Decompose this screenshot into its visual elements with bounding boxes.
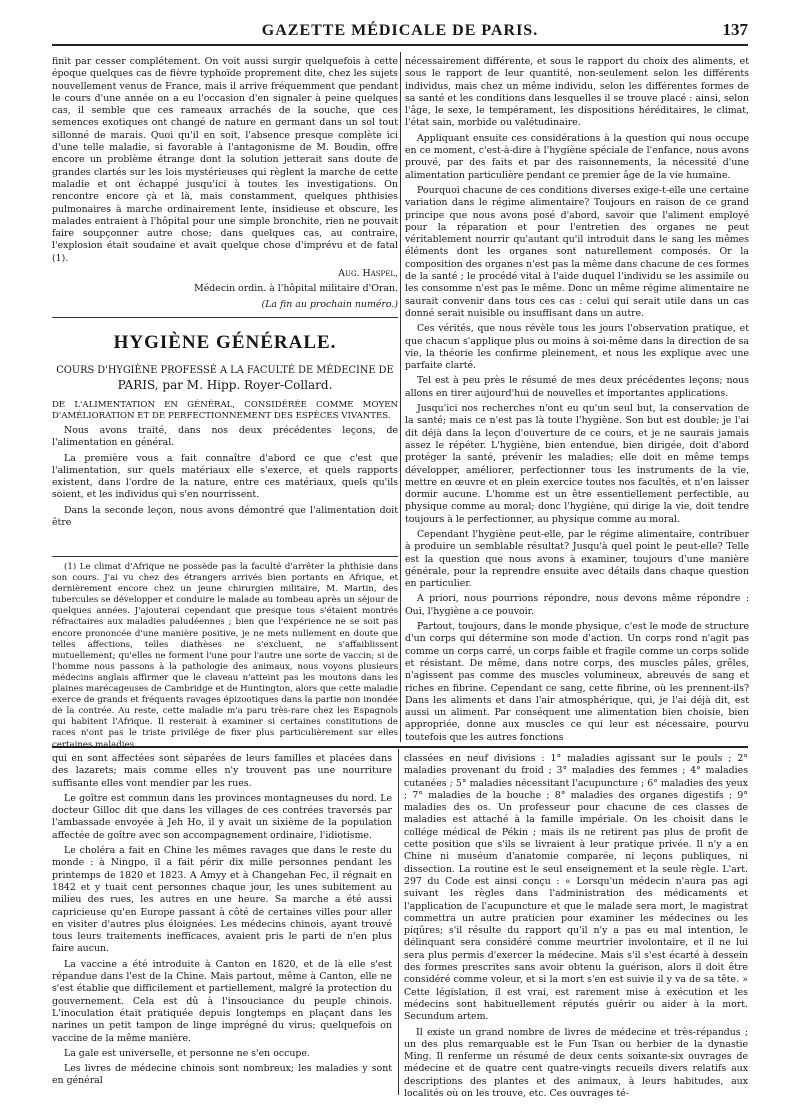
section-divider bbox=[52, 317, 398, 318]
paragraph: Cependant l'hygiène peut-elle, par le régime alimentaire, contribuer à produire un semblable résultat? Jusqu'à quel point le peut-elle? Telle est la question que nous avons à examiner, toujours d'une manière générale, pour la reprendre ensuite avec détails dans chaque question en particulier. bbox=[405, 528, 749, 590]
course-line-1: COURS D'HYGIÈNE PROFESSÉ A LA FACULTÉ DE MÉDECINE DE bbox=[56, 364, 394, 376]
column-divider-bottom bbox=[398, 749, 399, 1095]
paragraph: Jusqu'ici nos recherches n'ont eu qu'un seul but, la conservation de la santé; mais ce n'est pas là toute l'hygiène. Son but est double; je l'ai dit déjà dans la leçon d'ouverture de ce cours, et je ne saurais jamais assez le répéter. L'hygiène, bien entendue, bien dirigée, doit d'abord protéger la santé, prévenir les maladies; elle doit en même temps développer, améliorer, perfectionner tous les instruments de la vie, mettre en œuvre et en plein exercice toutes nos facultés, et n'en laisser dormir aucune. L'homme est un être essentiellement perfectible, au physique comme au moral; donc l'hygiène, qui dirige la vie, doit tendre toujours à le perfectionner, au physique comme au moral. bbox=[405, 403, 749, 525]
author-role: Médecin ordin. à l'hôpital militaire d'Oran. bbox=[194, 283, 398, 295]
paragraph: Ces vérités, que nous révèle tous les jours l'observation pratique, et que chacun s'applique plus ou moins à soi-même dans la direction de sa vie, la théorie les confirme pleinement, et nous les explique avec une parfaite clarté. bbox=[405, 323, 749, 372]
paragraph: A priori, nous pourrions répondre, nous devons même répondre : Oui, l'hygiène a ce pouvoir. bbox=[405, 593, 749, 617]
paragraph: La première vous a fait connaître d'abord ce que c'est que l'alimentation, sur quels matériaux elle s'exerce, et quels rapports existent, dans l'ordre de la nature, entre ces matériaux, quels qu'ils soient, et les individus qui s'en nourrissent. bbox=[52, 452, 398, 501]
paragraph: Le choléra a fait en Chine les mêmes ravages que dans le reste du monde : à Ningpo, il a fait périr dix mille personnes pendant les printemps de 1820 et 1823. A Amyy et à Changehan Fec, il régnait en 1842 et y tuait cent personnes chaque jour, les unes subitement au milieu des rues, les autres en une heure. Sa marche a été aussi capricieuse qu'en Europe passant à côté de certaines villes pour aller en visiter d'autres plus éloignées. Les médecins chinois, ayant trouvé tous leurs traitements inefficaces, avaient pris le parti de n'en plus faire aucun. bbox=[52, 845, 392, 955]
paragraph: Tel est à peu près le résumé de mes deux précédentes leçons; nous allons en tirer aujourd'hui de nouvelles et importantes applications. bbox=[405, 375, 749, 399]
footnote-text: (1) Le climat d'Afrique ne possède pas la faculté d'arrêter la phthisie dans son cours. J'ai vu chez des étrangers arrivés bien portants en Afrique, et dernièrement encore chez un jeune chirurgien militaire, M. Martin, des tubercules se développer et conduire le malade au tombeau après un séjour de quelques années. J'ajouterai cependant que presque tous s'étaient montrés réfractaires aux maladies paludéennes ; bien que l'expérience ne se soit pas encore prononcée d'une manière positive, je ne mets nullement en doute que telles affections, telles diathèses ne s'excluent, ne s'affaiblissent mutuellement; qu'elles ne forment l'une pour l'autre une sorte de vaccin; si de l'homme nous passons à la pathologie des animaux, nous voyons plusieurs médecins anglais affirmer que le claveau n'atteint pas les moutons dans les plaines marécageuses de Cambridge et de Huntington, alors que cette maladie exerce de grands et fréquents ravages épizootiques dans la partie non inondée de la contrée. Au reste, cette maladie m'a paru très-rare chez les Espagnols qui habitent l'Afrique. Il resterait à examiner si certaines constitutions de races n'ont pas le triste privilége de fixer plus particulièrement sur elles certaines maladies. bbox=[52, 562, 398, 750]
section-title: HYGIÈNE GÉNÉRALE. bbox=[113, 331, 337, 353]
paragraph: Les livres de médecine chinois sont nombreux; les maladies y sont en général bbox=[52, 1063, 392, 1087]
column-right-top bbox=[405, 56, 749, 747]
paragraph: La vaccine a été introduite à Canton en 1820, et de là elle s'est répandue dans l'est de la Chine. Mais partout, même à Canton, elle ne s'est établie que difficilement et partiellement, malgré la protection du gouvernement. Cela est dû à l'insouciance du peuple chinois. L'inoculation était pratiquée depuis longtemps en plaçant dans les narines un petit tampon de linge imprégné du virus; quelquefois on vaccine de la même manière. bbox=[52, 958, 392, 1044]
paragraph: nécessairement différente, et sous le rapport du choix des aliments, et sous le rapport de leur quantité, non-seulement selon les différents individus, mais chez un même individu, selon les différentes formes de sa santé et les conditions dans lesquelles il se trouve placé : ainsi, selon l'âge, le sexe, le tempérament, les dispositions héréditaires, le climat, l'état sain, morbide ou valétudinaire. bbox=[405, 56, 749, 129]
paragraph: finit par cesser complétement. On voit aussi surgir quelquefois à cette époque quelques cas de fièvre typhoïde proprement dite, chez les sujets nouvellement venus de France, mais il arrive fréquemment que pendant le cours d'une année on a eu l'occasion d'en signaler à peine quelques cas, il semble que ces rameaux arrachés de la souche, que ces semences exotiques ont changé de nature en germant dans un sol tout sillonné de marais. Quoi qu'il en soit, l'absence presque complète ici d'une telle maladie, si favorable à l'antagonisme de M. Boudin, offre encore un problème étrange dont la solution jetterait sans doute de grandes clartés sur les lois mystérieuses qui règlent la marche de cette maladie et ont échappé jusqu'ici à toutes les investigations. On rencontre encore çà et là, mais constamment, quelques phthisies pulmonaires à marche ordinairement lente, insidieuse et obscure, les malades entraient à l'hôpital pour une simple bronchite, rien ne pouvait faire soupçonner autre chose; dans quelques cas, au contraire, l'explosion était soudaine et avait quelque chose d'imprévu et de fatal (1). bbox=[52, 56, 398, 264]
page-header bbox=[52, 20, 748, 46]
footnote bbox=[52, 562, 398, 751]
course-heading bbox=[52, 364, 398, 392]
paragraph: qui en sont affectées sont séparées de leurs familles et placées dans des lazarets; mais comme elles n'y trouvent pas une nourriture suffisante elles vont mendier par les rues. bbox=[52, 753, 392, 789]
continued-note: (La fin au prochain numéro.) bbox=[261, 298, 398, 310]
journal-title: GAZETTE MÉDICALE DE PARIS. bbox=[261, 22, 539, 39]
footnote-divider bbox=[52, 556, 398, 557]
paragraph: Appliquant ensuite ces considérations à la question qui nous occupe en ce moment, c'est-à-dire à l'hygiène spéciale de l'enfance, nous avons prouvé, par des faits et par des raisonnements, la nécessité d'une alimentation particulière pendant ce premier âge de la vie humaine. bbox=[405, 132, 749, 181]
paragraph: Il existe un grand nombre de livres de médecine et très-répandus ; un des plus remarquable est le Fun Tsan ou herbier de la dynastie Ming. Il renferme un résumé de deux cents soixante-six ouvrages de médecine et de quatre cent quatre-vingts recueils divers relatifs aux descriptions des plantes et des animaux, à leurs habitudes, aux localités où on les trouve, etc. Ces ouvrages té- bbox=[404, 1026, 748, 1100]
page-divider bbox=[52, 746, 748, 748]
lesson-subheading: DE L'ALIMENTATION EN GÉNÉRAL, CONSIDÉRÉE COMME MOYEN D'AMÉLIORATION ET DE PERFECTIONNEMENT DES ESPÈCES VIVANTES. bbox=[52, 399, 398, 421]
column-right-bottom bbox=[404, 753, 748, 1103]
column-left-top bbox=[52, 56, 398, 532]
paragraph: Pourquoi chacune de ces conditions diverses exige-t-elle une certaine variation dans le régime alimentaire? Toujours en raison de ce grand principe que nous avons posé d'abord, savoir que l'aliment employé pour la réparation et pour l'entretien des organes ne peut véritablement nourrir qu'autant qu'il introduit dans le sang les mêmes éléments dont les organes sont naturellement composés. Or la composition des organes n'est pas la même dans chacune de ces formes de la santé ; le procédé vital à l'aide duquel l'individu se les assimile ou les consomme n'est pas le même. Donc un même régime alimentaire ne saurait convenir dans tous ces cas : celui qui serait utile dans un cas donné serait nuisible ou insuffisant dans un autre. bbox=[405, 184, 749, 319]
paragraph: Nous avons traité, dans nos deux précédentes leçons, de l'alimentation en général. bbox=[52, 424, 398, 449]
column-left-bottom bbox=[52, 753, 392, 1091]
column-divider-top bbox=[400, 52, 401, 742]
paragraph: Partout, toujours, dans le monde physique, c'est le mode de structure d'un corps qui détermine son mode d'action. Un corps rond n'agit pas comme un corps carré, un corps faible et fragile comme un corps solide et résistant. De même, dans notre corps, des muscles pâles, grêles, n'agissent pas comme des muscles volumineux, abreuvés de sang et riches en fibrine. Cependant ce sang, cette fibrine, où les prennent-ils? Dans les aliments et dans l'air atmosphérique, qui, je l'ai déjà dit, est aussi un aliment. Par conséquent une alimentation bien choisie, bien appropriée, donne aux muscles ce qui leur est nécessaire, pourvu toutefois que les autres fonctions bbox=[405, 621, 749, 743]
paragraph: Dans la seconde leçon, nous avons démontré que l'alimentation doit être bbox=[52, 504, 398, 529]
paragraph: Le goître est commun dans les provinces montagneuses du nord. Le docteur Gilloc dit que dans les villages de ces contrées traversés par l'ambassade envoyée à Jeh Ho, il y avait un sixième de la population affectée de goître avec son accompagnement ordinaire, l'idiotisme. bbox=[52, 792, 392, 841]
author-signature: Aug. Haspel, bbox=[338, 268, 398, 280]
page-number: 137 bbox=[722, 20, 748, 39]
course-line-2: PARIS, par M. Hipp. Royer-Collard. bbox=[117, 377, 333, 392]
paragraph: classées en neuf divisions : 1° maladies agissant sur le pouls ; 2° maladies provenant du froid ; 3° maladies des femmes ; 4° maladies cutanées ; 5° maladies nécessitant l'acupuncture ; 6° maladies des yeux ; 7° maladies de la bouche ; 8° maladies des organes digestifs ; 9° maladies des os. Un professeur pour chacune de ces classes de maladies est attaché à la famille impériale. On les choisit dans le collége médical de Pékin ; mais ils ne retirent pas plus de profit de cette position que s'ils se livraient à leur pratique privée. Il n'y a en Chine ni muséum d'anatomie comparée, ni leçons publiques, ni dissection. La routine est le seul enseignement et la seule règle. L'art. 297 du Code est ainsi conçu : « Lorsqu'un médecin n'aura pas agi suivant les règles dans l'administration des médicaments et l'application de l'acupuncture et que le malade sera mort, le magistrat commettra un autre praticien pour examiner les médecines ou les piqûres; s'il résulte du rapport qu'il n'y a pas eu mal intention, le délinquant sera considéré comme meurtrier involontaire, et il ne lui sera plus permis d'exercer la médecine. Mais s'il s'est écarté à dessein des formes prescrites sans avoir obtenu la guérison, alors il doit être considéré comme voleur, et si la mort s'en est suivie il y va de sa tête. » Cette législation, il est vrai, est rarement mise à exécution et les médecins sont habituellement réputés guérir ou aider à la mort. Secundum artem. bbox=[404, 753, 748, 1023]
paragraph: La gale est universelle, et personne ne s'en occupe. bbox=[64, 1047, 310, 1059]
